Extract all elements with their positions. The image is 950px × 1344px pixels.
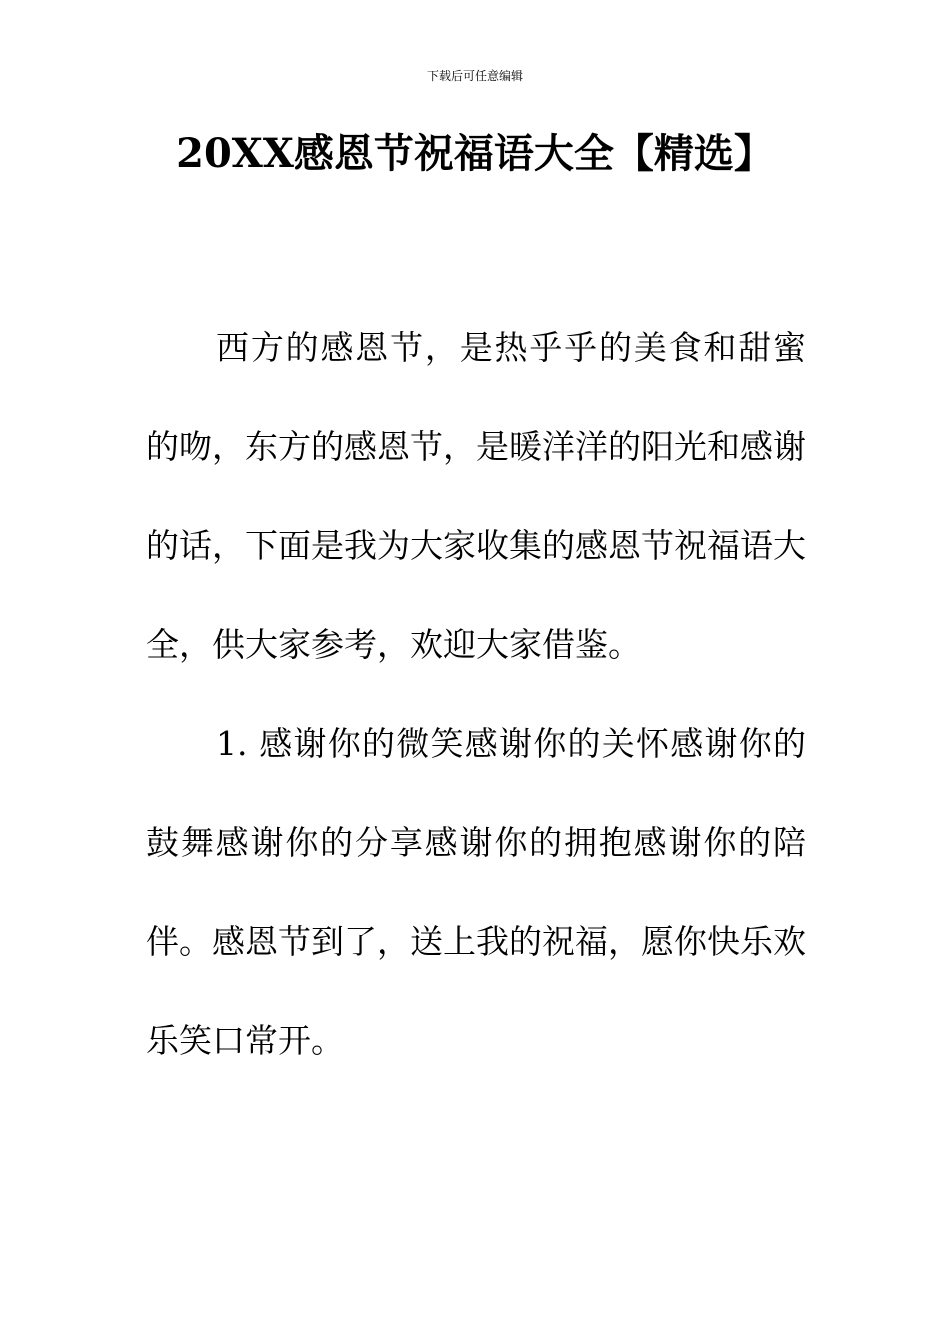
document-body: [146, 298, 806, 1090]
greeting-paragraph-1: 1. 感谢你的微笑感谢你的关怀感谢你的鼓舞感谢你的分享感谢你的拥抱感谢你的陪伴。感恩节到了，送上我的祝福，愿你快乐欢乐笑口常开。: [146, 724, 806, 1060]
intro-paragraph: 西方的感恩节，是热乎乎的美食和甜蜜的吻，东方的感恩节，是暖洋洋的阳光和感谢的话，下面是我为大家收集的感恩节祝福语大全，供大家参考，欢迎大家借鉴。: [146, 328, 806, 664]
document-title: 20XX感恩节祝福语大全【精选】: [176, 130, 774, 177]
header-note: 下载后可任意编辑: [426, 69, 523, 83]
